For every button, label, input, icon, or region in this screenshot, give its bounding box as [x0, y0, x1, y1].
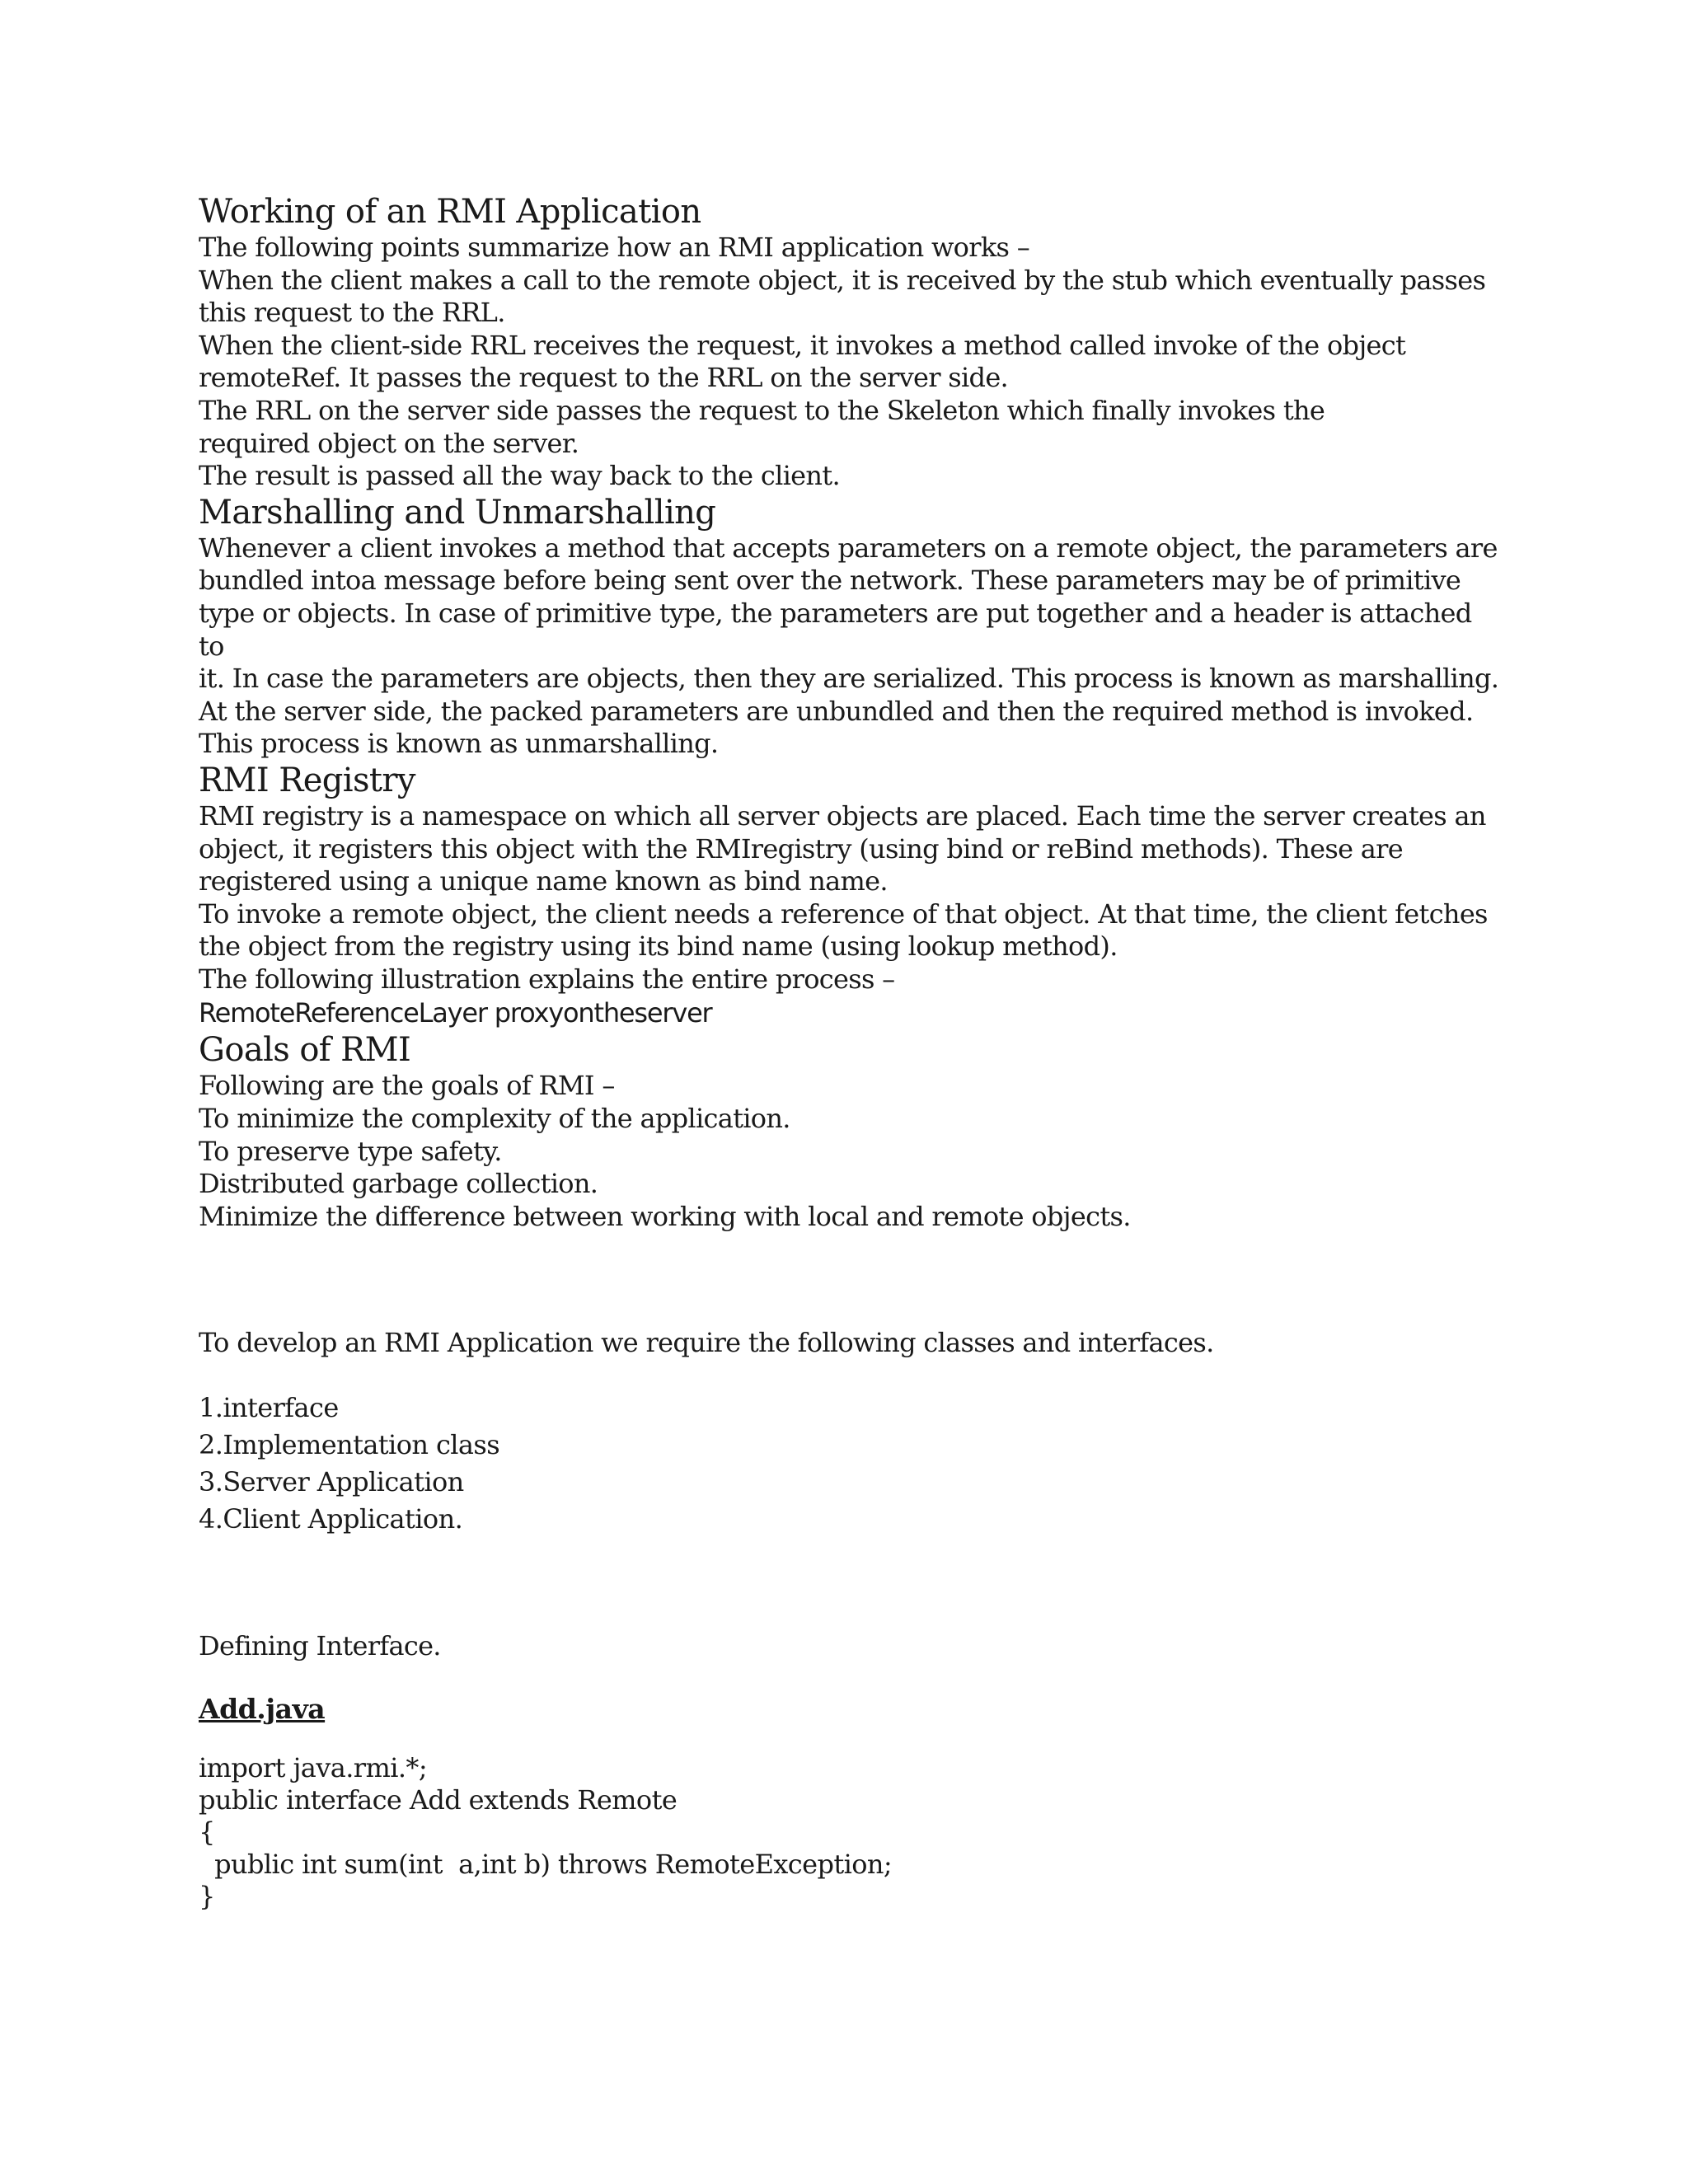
working-paragraph-4: The RRL on the server side passes the request to the Skeleton which finally invokes the required object on the server. [199, 394, 1325, 459]
goals-intro: Following are the goals of RMI – [199, 1070, 615, 1102]
working-paragraph-5: The result is passed all the way back to the client. [199, 460, 840, 492]
goals-item-2: To preserve type safety. [199, 1135, 502, 1167]
registry-paragraph-1: RMI registry is a namespace on which all server objects are placed. Each time the server creates an object, it registers this object with the RMIregistry (using bind or reBind methods). These are registered using a unique name known as bind name. [199, 799, 1486, 898]
illustration-caption: RemoteReferenceLayer proxyontheserver [199, 997, 712, 1029]
goals-item-1: To minimize the complexity of the application. [199, 1103, 790, 1135]
spacer [199, 1233, 1501, 1327]
code-block [199, 1752, 1501, 1913]
code-line: { [199, 1816, 215, 1848]
spacer [199, 1538, 1501, 1630]
develop-list-item-4: 4.Client Application. [199, 1503, 463, 1535]
working-paragraph-2: When the client makes a call to the remote object, it is received by the stub which eventually passes this request to the RRL. [199, 264, 1486, 329]
develop-list-item-1: 1.interface [199, 1392, 339, 1424]
file-title-add-java: Add.java [199, 1692, 326, 1725]
goals-item-4: Minimize the difference between working with local and remote objects. [199, 1200, 1131, 1232]
marshalling-paragraph: Whenever a client invokes a method that accepts parameters on a remote object, the parameters are bundled intoa message before being sent over the network. These parameters may be of primitive type or objects. In case of primitive type, the parameters are put together and a header is attached to it. In case the parameters are objects, then they are serialized. This process is known as marshalling. At the server side, the packed parameters are unbundled and then the required method is invoked. This process is known as unmarshalling. [199, 532, 1499, 760]
develop-intro: To develop an RMI Application we require the following classes and interfaces. [199, 1327, 1214, 1359]
goals-item-3: Distributed garbage collection. [199, 1168, 598, 1200]
registry-paragraph-2: To invoke a remote object, the client needs a reference of that object. At that time, the client fetches the object from the registry using its bind name (using lookup method). [199, 898, 1488, 963]
working-paragraph-3: When the client-side RRL receives the request, it invokes a method called invoke of the object remoteRef. It passes the request to the RRL on the server side. [199, 329, 1406, 394]
code-line: public interface Add extends Remote [199, 1783, 678, 1816]
heading-goals-of-rmi: Goals of RMI [199, 1031, 411, 1070]
develop-list-item-2: 2.Implementation class [199, 1429, 500, 1461]
heading-working-of-rmi: Working of an RMI Application [199, 193, 701, 231]
working-paragraph-1: The following points summarize how an RMI application works – [199, 232, 1030, 263]
document-content [199, 192, 1501, 1913]
heading-rmi-registry: RMI Registry [199, 761, 415, 799]
code-line: public int sum(int a,int b) throws RemoteException; [199, 1848, 893, 1880]
develop-list-item-3: 3.Server Application [199, 1466, 464, 1498]
registry-paragraph-3: The following illustration explains the entire process – [199, 963, 895, 995]
code-line: import java.rmi.*; [199, 1751, 428, 1783]
code-line: } [199, 1880, 215, 1912]
defining-interface-label: Defining Interface. [199, 1630, 441, 1662]
heading-marshalling: Marshalling and Unmarshalling [199, 493, 716, 532]
